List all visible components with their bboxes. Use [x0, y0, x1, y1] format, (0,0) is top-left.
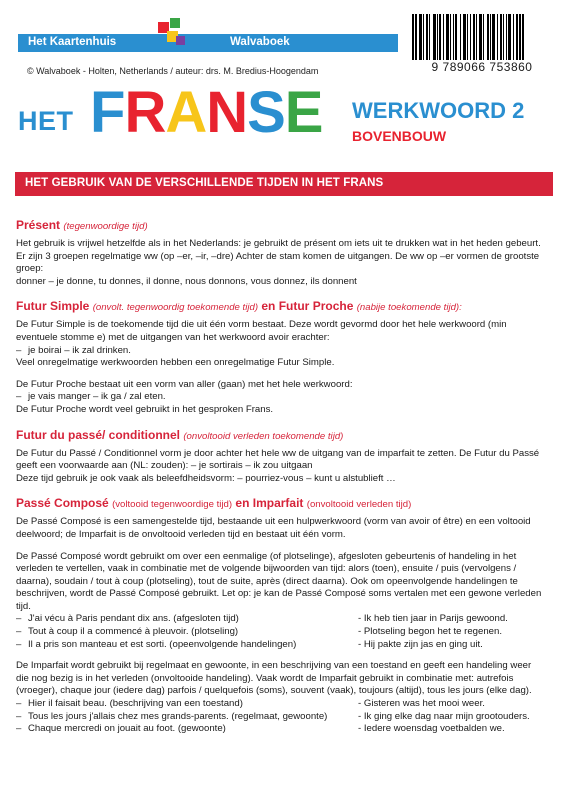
example-nl: - Ik ging elke dag naar mijn grootouders.	[358, 710, 530, 722]
example-fr: Tout à coup il a commencé à pleuvoir. (plotseling)	[28, 626, 239, 638]
title-letter: R	[124, 80, 166, 145]
isbn-barcode	[412, 14, 552, 76]
section-present	[16, 218, 546, 288]
title-letter: F	[90, 80, 125, 145]
example-fr: Hier il faisait beau. (beschrijving van een toestand)	[28, 698, 243, 710]
banner-text: HET GEBRUIK VAN DE VERSCHILLENDE TIJDEN IN HET FRANS	[25, 177, 384, 189]
example-fr: J'ai vécu à Paris pendant dix ans. (afgesloten tijd)	[28, 613, 239, 625]
example-fr: Il a pris son manteau et est sorti. (opeenvolgende handelingen)	[28, 638, 297, 650]
example-row: – Chaque mercredi on jouait au foot. (gewoonte) - Iedere woensdag voetbalden we.	[16, 723, 546, 736]
isbn-number: 9 789066 753860	[431, 60, 533, 74]
title-letter: E	[284, 80, 323, 145]
paragraph: De Futur Proche bestaat uit een vorm van aller (gaan) met het hele werkwoord:	[16, 378, 353, 390]
paragraph: donner – je donne, tu donnes, il donne, nous donnons, vous donnez, ils donnent	[16, 275, 357, 287]
section-passe-compose	[16, 496, 546, 736]
section-heading	[16, 428, 546, 444]
brand-name: Walvaboek	[230, 36, 290, 48]
heading-sub: (nabije toekomende tijd):	[356, 302, 462, 314]
publisher-logo	[154, 18, 188, 52]
example-row: – je boirai – ik zal drinken.	[16, 344, 131, 356]
title-franse	[90, 80, 323, 145]
heading-text: Futur du passé/ conditionnel	[16, 427, 181, 442]
heading-sub: (onvoltooid verleden tijd)	[306, 499, 412, 511]
heading-sub: (tegenwoordige tijd)	[63, 221, 148, 232]
paragraph: De Futur Proche wordt veel gebruikt in het gesproken Frans.	[16, 403, 274, 415]
example-fr: Chaque mercredi on jouait au foot. (gewoonte)	[28, 723, 226, 735]
section-heading	[16, 299, 546, 315]
example-text: je vais manger – ik ga / zal eten.	[28, 391, 166, 403]
title-letter: S	[247, 80, 285, 145]
heading-sub: (voltooid tegenwoordige tijd)	[112, 499, 233, 511]
title-letter: A	[165, 80, 207, 145]
paragraph: De Futur Simple is de toekomende tijd die uit één vorm bestaat. Deze wordt gevormd door het hele werkwoord (min eventuele stomme e) met de uitgangen van het werkwoord avoir erachter:	[16, 319, 507, 343]
heading-sub: (onvolt. tegenwoordig toekomende tijd)	[92, 302, 259, 314]
content	[16, 218, 546, 747]
paragraph: De Passé Composé is een samengestelde tijd, bestaande uit een hulpwerkwoord (vorm van avoir of être) en een voltooid deelwoord; de Imparfait is de onvoltooid verleden tijd en bestaat uit één vorm.	[16, 516, 531, 540]
example-row: – Hier il faisait beau. (beschrijving van een toestand) - Gisteren was het mooi weer.	[16, 698, 546, 711]
section-heading	[16, 218, 546, 234]
paragraph: De Passé Composé wordt gebruikt om over een eenmalige (of plotselinge), afgesloten gebeurtenis of handeling in het verleden te vertellen, vaak in combinatie met de volgende bijwoorden van tijd: alors (toen), ensuite / puis (vervolgens / daarna), soudain / tout à coup (plotseling), tout de suite, après (direct daarna). Ook om opeenvolgende handelingen te beschrijven, wordt de Passé Composé gebruikt. Let op: je kan de Passé Composé soms vertalen met een gewone verleden tijd.	[16, 550, 542, 612]
paragraph: Deze tijd gebruik je ook vaak als beleefdheidsvorm: – pourriez-vous – kunt u alstublieft …	[16, 472, 396, 484]
publisher-bar	[18, 34, 398, 52]
example-row: – Tout à coup il a commencé à pleuvoir. (plotseling) - Plotseling begon het te regenen.	[16, 626, 546, 639]
topic-banner	[15, 172, 553, 196]
example-fr: Tous les jours j'allais chez mes grands-parents. (regelmaat, gewoonte)	[28, 710, 328, 722]
copyright-line: © Walvaboek - Holten, Netherlands / auteur: drs. M. Bredius-Hoogendam	[27, 66, 319, 76]
barcode-bars	[412, 14, 552, 60]
title-bovenbouw: BOVENBOUW	[352, 128, 447, 144]
paragraph: De Imparfait wordt gebruikt bij regelmaat en gewoonte, in een beschrijving van een toestand en geeft een handeling weer die nog bezig is in het verleden (onvoltooide handeling). Vaak wordt de Imparfait gebruikt in combinatie met: autrefois (vroeger), chaque jour (iedere dag) parfois / quelquefois (soms), souvent (vaak), toujours (altijd), tous les jours (elke dag).	[16, 660, 532, 697]
example-nl: - Ik heb tien jaar in Parijs gewoond.	[358, 613, 508, 625]
example-nl: - Plotseling begon het te regenen.	[358, 626, 503, 638]
paragraph: De Futur du Passé / Conditionnel vorm je door achter het hele ww de uitgang van de imparfait te zetten. De Futur du Passé geeft een voorwaarde aan (NL: zouden): – je sortirais – ik zou uitgaan	[16, 447, 540, 472]
example-row: – je vais manger – ik ga / zal eten.	[16, 391, 166, 403]
heading-text: Passé Composé	[16, 496, 109, 511]
example-nl: - Iedere woensdag voetbalden we.	[358, 723, 505, 735]
publisher-name: Het Kaartenhuis	[28, 36, 117, 48]
heading-text: Présent	[16, 218, 61, 232]
section-futur	[16, 299, 546, 416]
example-nl: - Hij pakte zijn jas en ging uit.	[358, 638, 483, 650]
heading-text: en Futur Proche	[261, 299, 354, 314]
paragraph: Het gebruik is vrijwel hetzelfde als in het Nederlands: je gebruikt de présent om iets uit te drukken wat in het heden gebeurt. Er zijn 3 groepen regelmatige ww (op –er, –ir, –dre) Achter de stam komen de uitgangen. De ww op –er vormen de grootste groep:	[16, 238, 541, 275]
title-het: HET	[18, 106, 74, 136]
heading-text: Futur Simple	[16, 299, 90, 314]
paragraph: Veel onregelmatige werkwoorden hebben een onregelmatige Futur Simple.	[16, 357, 335, 369]
example-nl: - Gisteren was het mooi weer.	[358, 698, 485, 710]
heading-text: en Imparfait	[235, 496, 304, 511]
title-letter: N	[206, 80, 248, 145]
example-row: – Tous les jours j'allais chez mes grands-parents. (regelmaat, gewoonte) - Ik ging elke dag naar mijn grootouders.	[16, 711, 546, 724]
heading-sub: (onvoltooid verleden toekomende tijd)	[183, 430, 344, 442]
title-werkwoord: WERKWOORD 2	[352, 98, 525, 123]
example-text: je boirai – ik zal drinken.	[28, 344, 131, 356]
section-heading	[16, 496, 546, 512]
example-row: – Il a pris son manteau et est sorti. (opeenvolgende handelingen) - Hij pakte zijn jas en ging uit.	[16, 639, 546, 652]
example-row: – J'ai vécu à Paris pendant dix ans. (afgesloten tijd) - Ik heb tien jaar in Parijs gewoond.	[16, 613, 546, 626]
section-conditionnel	[16, 428, 546, 486]
